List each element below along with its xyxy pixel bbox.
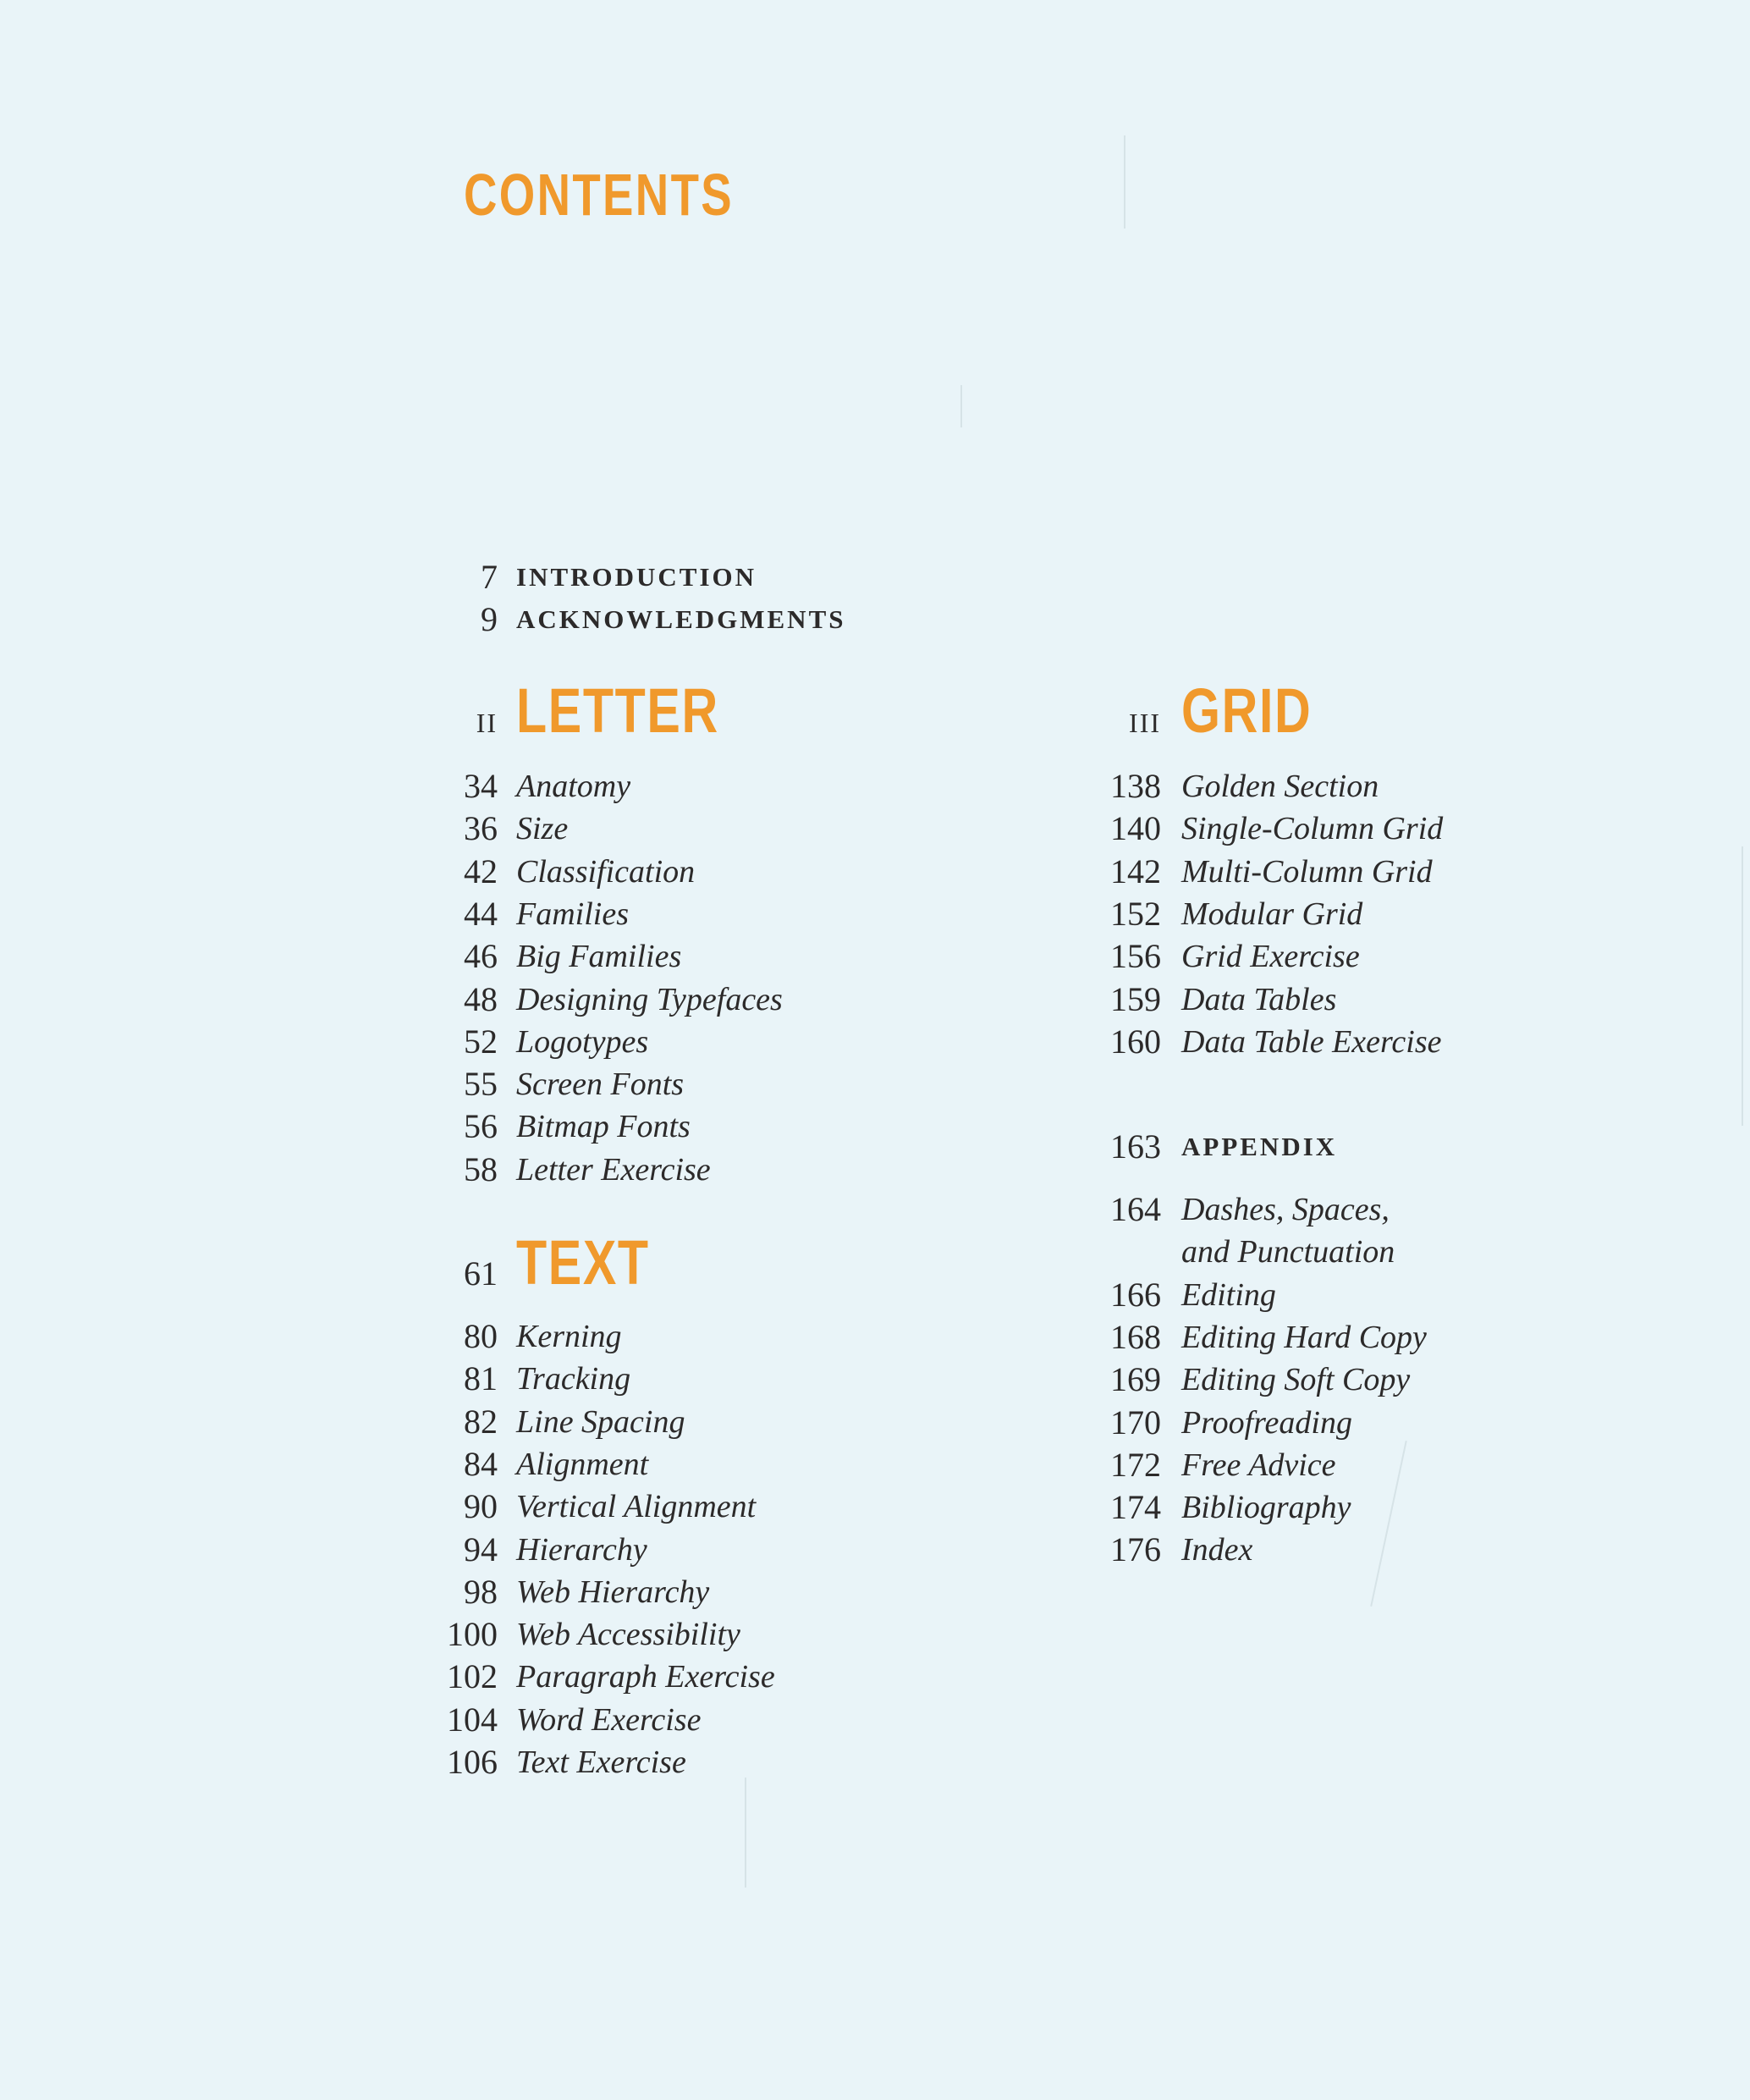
paper-mark [1124, 135, 1125, 229]
page-number: 52 [464, 1022, 498, 1061]
toc-entry [398, 1401, 990, 1443]
toc-entry [398, 1443, 990, 1485]
toc-entry [398, 851, 990, 893]
entry-label: Anatomy [516, 769, 631, 804]
section-title: GRID [1181, 675, 1312, 746]
toc-entry [398, 1315, 990, 1358]
toc-entry [398, 893, 990, 935]
page-number: 7 [481, 558, 498, 596]
section-number: II [476, 708, 498, 738]
toc-entry [1061, 1316, 1654, 1359]
toc-entry [398, 1571, 990, 1613]
toc-entry [1061, 1188, 1654, 1231]
toc-entry [1061, 1274, 1654, 1316]
page-number: 80 [464, 1317, 498, 1355]
toc-entry [398, 1741, 990, 1783]
entry-label: Data Table Exercise [1181, 1023, 1442, 1060]
section-heading-text [398, 1229, 990, 1297]
toc-entry [1061, 893, 1654, 935]
page-number: 55 [464, 1065, 498, 1104]
entry-label: Bitmap Fonts [516, 1109, 691, 1145]
page-number: 98 [464, 1572, 498, 1611]
section-number: 163 [1110, 1127, 1161, 1166]
page-number: 106 [447, 1743, 498, 1781]
toc-entry [1061, 807, 1654, 850]
page-number: 152 [1110, 894, 1161, 933]
entry-label: Letter Exercise [516, 1151, 711, 1188]
toc-entry [398, 1358, 990, 1400]
page-number: 82 [464, 1402, 498, 1441]
section-title: LETTER [516, 675, 719, 746]
page-number: 42 [464, 852, 498, 890]
toc-entry-acknowledgments [398, 598, 990, 641]
toc-entry [398, 1063, 990, 1105]
entry-label: Web Accessibility [516, 1617, 740, 1653]
section-heading-letter [398, 677, 990, 745]
page-number: 56 [464, 1107, 498, 1146]
page-number: 169 [1110, 1360, 1161, 1399]
toc-entry [398, 935, 990, 978]
page-number: 84 [464, 1444, 498, 1483]
toc-entry [1061, 935, 1654, 978]
page-number: 48 [464, 979, 498, 1018]
page-number: 9 [481, 600, 498, 638]
entry-label: Kerning [516, 1319, 622, 1354]
page-number: 142 [1110, 852, 1161, 890]
toc-entry [1061, 1486, 1654, 1529]
toc-entry [398, 1485, 990, 1528]
page-number: 36 [464, 809, 498, 848]
toc-entry [1061, 1444, 1654, 1486]
page-number: 170 [1110, 1403, 1161, 1441]
entry-label: Line Spacing [516, 1403, 685, 1440]
entry-label: Editing Hard Copy [1181, 1319, 1427, 1355]
entry-label: ACKNOWLEDGMENTS [516, 604, 846, 634]
entry-label: Multi-Column Grid [1181, 853, 1433, 890]
page-number: 90 [464, 1487, 498, 1526]
toc-entry [1061, 851, 1654, 893]
paper-mark [1742, 846, 1743, 1126]
entry-label: Hierarchy [516, 1531, 647, 1568]
page-number: 174 [1110, 1488, 1161, 1527]
entry-label: Free Advice [1181, 1447, 1336, 1483]
page-number: 81 [464, 1359, 498, 1398]
toc-entry [1061, 1021, 1654, 1063]
entry-label: Modular Grid [1181, 896, 1363, 932]
toc-entry [398, 1613, 990, 1656]
toc-entry [1061, 1529, 1654, 1571]
page-number: 166 [1110, 1275, 1161, 1314]
section-heading-grid [1061, 677, 1654, 745]
toc-entry [1061, 1402, 1654, 1444]
page-number: 160 [1110, 1022, 1161, 1061]
entry-label: Designing Typefaces [516, 981, 783, 1017]
entry-label: Bibliography [1181, 1490, 1351, 1526]
page-number: 168 [1110, 1317, 1161, 1356]
entry-label: Grid Exercise [1181, 939, 1360, 975]
toc-entry-introduction [398, 556, 990, 598]
entry-label: Size [516, 811, 569, 847]
toc-entry [398, 1529, 990, 1571]
entry-label: Screen Fonts [516, 1067, 685, 1103]
page-number: 58 [464, 1149, 498, 1188]
page-number: 156 [1110, 937, 1161, 976]
entry-label: INTRODUCTION [516, 562, 757, 592]
entry-label: Families [516, 896, 629, 932]
page-number: 140 [1110, 809, 1161, 848]
page-number: 159 [1110, 979, 1161, 1018]
entry-label: Golden Section [1181, 769, 1379, 804]
entry-label: Editing [1181, 1276, 1276, 1313]
entry-label: Text Exercise [516, 1744, 686, 1780]
page-title: CONTENTS [464, 162, 735, 228]
entry-label: and Punctuation [1181, 1234, 1395, 1270]
toc-entry [1061, 1231, 1654, 1273]
page-number: 138 [1110, 767, 1161, 805]
toc-entry [398, 1699, 990, 1741]
entry-label: Dashes, Spaces, [1181, 1192, 1390, 1227]
entry-label: Paragraph Exercise [516, 1659, 775, 1695]
entry-label: Proofreading [1181, 1404, 1352, 1441]
entry-label: Big Families [516, 939, 682, 975]
toc-entry [1061, 1359, 1654, 1401]
toc-entry [398, 1656, 990, 1698]
paper-mark [960, 385, 962, 427]
toc-entry [1061, 978, 1654, 1021]
entry-label: Alignment [516, 1446, 649, 1482]
section-title: APPENDIX [1181, 1132, 1338, 1161]
section-number: III [1129, 708, 1161, 738]
page-number: 102 [447, 1657, 498, 1696]
entry-label: Logotypes [516, 1023, 649, 1060]
section-heading-appendix [1061, 1126, 1654, 1168]
entry-label: Index [1181, 1532, 1253, 1568]
toc-entry [398, 765, 990, 807]
toc-entry [398, 807, 990, 850]
section-title: TEXT [516, 1227, 650, 1298]
entry-label: Data Tables [1181, 981, 1337, 1017]
page-number: 164 [1110, 1190, 1161, 1228]
toc-entry [398, 1149, 990, 1191]
paper-mark [745, 1778, 746, 1888]
page-number: 94 [464, 1530, 498, 1568]
entry-label: Vertical Alignment [516, 1489, 757, 1525]
page-number: 176 [1110, 1530, 1161, 1569]
page-number: 172 [1110, 1445, 1161, 1484]
entry-label: Web Hierarchy [516, 1574, 710, 1610]
page-number: 46 [464, 937, 498, 976]
section-number: 61 [464, 1254, 498, 1293]
toc-entry [398, 1021, 990, 1063]
entry-label: Word Exercise [516, 1701, 702, 1738]
entry-label: Classification [516, 853, 696, 890]
toc-entry [398, 978, 990, 1021]
page-number: 34 [464, 767, 498, 805]
entry-label: Tracking [516, 1361, 631, 1397]
entry-label: Single-Column Grid [1181, 811, 1444, 847]
entry-label: Editing Soft Copy [1181, 1362, 1411, 1398]
page-number: 44 [464, 894, 498, 933]
page-number: 104 [447, 1700, 498, 1739]
toc-entry [1061, 765, 1654, 807]
page-number: 100 [447, 1615, 498, 1654]
toc-entry [398, 1105, 990, 1148]
